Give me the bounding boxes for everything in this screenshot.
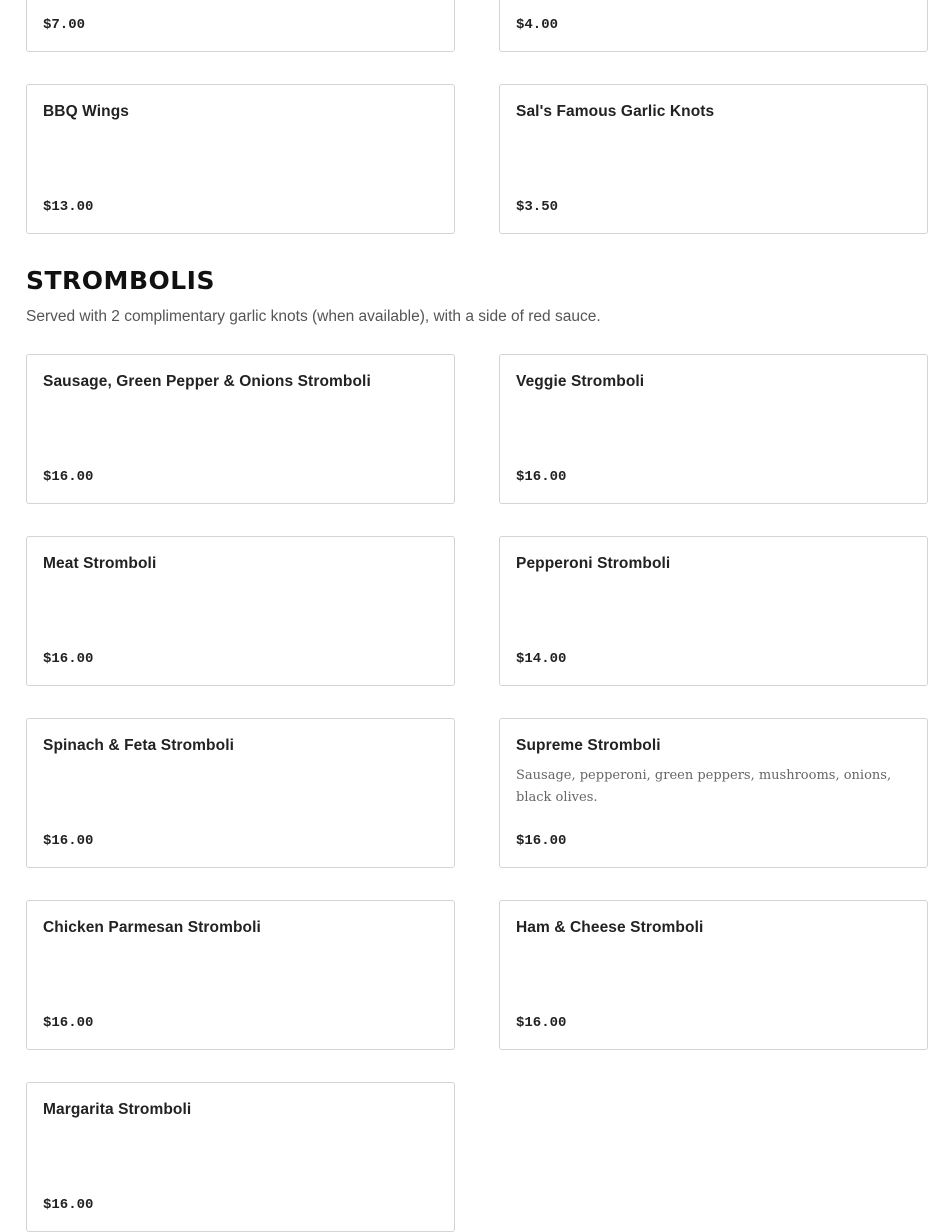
menu-item-name: Chicken Parmesan Stromboli bbox=[43, 919, 261, 936]
menu-item-card[interactable] bbox=[499, 0, 928, 52]
menu-item-price: $16.00 bbox=[43, 833, 94, 849]
menu-item-card[interactable] bbox=[26, 84, 455, 234]
menu-item-name: Veggie Stromboli bbox=[516, 373, 645, 390]
menu-item-price: $7.00 bbox=[43, 17, 86, 33]
menu-item-name: Ham & Cheese Stromboli bbox=[516, 919, 704, 936]
menu-item-price: $16.00 bbox=[516, 469, 567, 485]
menu-item-card[interactable] bbox=[499, 84, 928, 234]
menu-item-name: Supreme Stromboli bbox=[516, 737, 661, 754]
menu-item-card[interactable] bbox=[26, 536, 455, 686]
menu-item-card[interactable] bbox=[499, 718, 928, 868]
menu-item-name: Sausage, Green Pepper & Onions Stromboli bbox=[43, 373, 371, 390]
menu-item-card[interactable] bbox=[26, 1082, 455, 1232]
section-description: Served with 2 complimentary garlic knots (when available), with a side of red sauce. bbox=[26, 308, 601, 325]
menu-item-price: $13.00 bbox=[43, 199, 94, 215]
menu-item-price: $16.00 bbox=[516, 833, 567, 849]
menu-item-name: Pepperoni Stromboli bbox=[516, 555, 671, 572]
menu-item-name: Sal's Famous Garlic Knots bbox=[516, 103, 715, 120]
menu-item-card[interactable] bbox=[26, 0, 455, 52]
menu-item-name: Margarita Stromboli bbox=[43, 1101, 192, 1118]
menu-item-price: $4.00 bbox=[516, 17, 559, 33]
menu-item-card[interactable] bbox=[499, 900, 928, 1050]
menu-item-price: $14.00 bbox=[516, 651, 567, 667]
menu-item-price: $16.00 bbox=[43, 469, 94, 485]
menu-item-card[interactable] bbox=[26, 718, 455, 868]
menu-item-name: BBQ Wings bbox=[43, 103, 130, 120]
menu-item-description: Sausage, pepperoni, green peppers, mushrooms, onions, black olives. bbox=[516, 768, 892, 805]
menu-item-card[interactable] bbox=[26, 354, 455, 504]
menu-item-price: $16.00 bbox=[43, 1015, 94, 1031]
menu-item-card[interactable] bbox=[499, 354, 928, 504]
menu-item-price: $16.00 bbox=[516, 1015, 567, 1031]
menu-item-card[interactable] bbox=[499, 536, 928, 686]
menu-item-name: Meat Stromboli bbox=[43, 555, 157, 572]
menu-item-price: $16.00 bbox=[43, 651, 94, 667]
section-title: STROMBOLIS bbox=[26, 266, 215, 295]
menu-item-name: Spinach & Feta Stromboli bbox=[43, 737, 235, 754]
menu-item-card[interactable] bbox=[26, 900, 455, 1050]
menu-item-price: $3.50 bbox=[516, 199, 559, 215]
menu-item-price: $16.00 bbox=[43, 1197, 94, 1213]
